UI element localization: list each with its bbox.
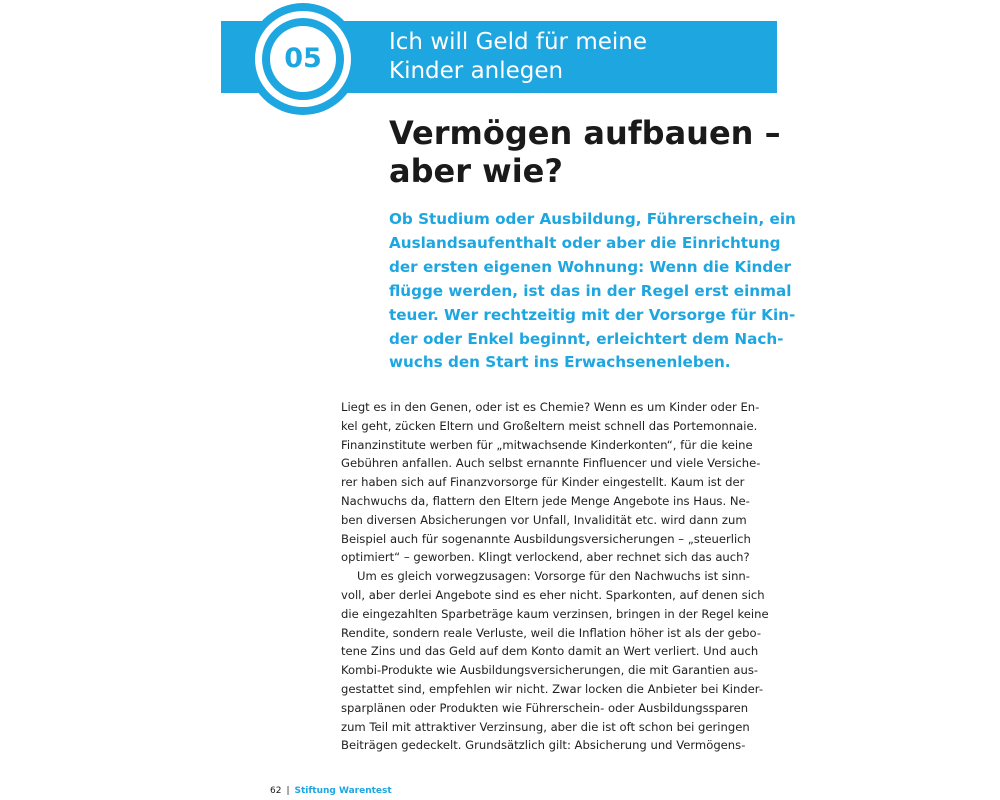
- publisher-name: Stiftung Warentest: [294, 786, 392, 796]
- lead-paragraph: [389, 208, 796, 375]
- page-heading-line: Vermögen aufbauen –: [389, 114, 781, 152]
- body-line: Nachwuchs da, flattern den Eltern jede Menge Angebote ins Haus. Ne-: [341, 493, 750, 508]
- chapter-title-line: Ich will Geld für meine: [389, 29, 647, 55]
- body-line: Um es gleich vorwegzusagen: Vorsorge für den Nachwuchs ist sinn-: [357, 569, 750, 584]
- lead-line: teuer. Wer rechtzeitig mit der Vorsorge für Kin-: [389, 305, 796, 324]
- page-heading-line: aber wie?: [389, 152, 563, 190]
- body-line: Gebühren anfallen. Auch selbst ernannte Finfluencer und viele Versiche-: [341, 456, 761, 471]
- lead-line: der ersten eigenen Wohnung: Wenn die Kinder: [389, 257, 791, 276]
- body-line: Liegt es in den Genen, oder ist es Chemie? Wenn es um Kinder oder En-: [341, 400, 760, 414]
- body-line: Beispiel auch für sogenannte Ausbildungsversicherungen – „steuerlich: [341, 531, 751, 546]
- body-line: ben diversen Absicherungen vor Unfall, Invalidität etc. wird dann zum: [341, 512, 747, 527]
- body-line: Kombi-Produkte wie Ausbildungsversicherungen, die mit Garantien aus-: [341, 663, 759, 678]
- body-line: sparplänen oder Produkten wie Führerschein- oder Ausbildungssparen: [341, 700, 749, 715]
- footer-separator: |: [286, 786, 290, 796]
- body-line: zum Teil mit attraktiver Verzinsung, aber die ist oft schon bei geringen: [341, 719, 750, 734]
- page-number: 62: [270, 786, 282, 796]
- chapter-title: [389, 28, 769, 86]
- page-heading: [389, 114, 789, 190]
- body-text: [341, 398, 781, 755]
- body-line: voll, aber derlei Angebote sind es eher nicht. Sparkonten, auf denen sich: [341, 587, 765, 602]
- body-line: rer haben sich auf Finanzvorsorge für Kinder eingestellt. Kaum ist der: [341, 475, 745, 490]
- chapter-number: 05: [284, 43, 322, 74]
- chapter-title-line: Kinder anlegen: [389, 58, 564, 84]
- lead-line: der oder Enkel beginnt, erleichtert dem Nach-: [389, 329, 784, 348]
- lead-line: flügge werden, ist das in der Regel erst einmal: [389, 281, 792, 300]
- body-line: tene Zins und das Geld auf dem Konto damit an Wert verliert. Und auch: [341, 644, 759, 659]
- body-line: kel geht, zücken Eltern und Großeltern meist schnell das Portemonnaie.: [341, 418, 758, 433]
- body-line: Beiträgen gedeckelt. Grundsätzlich gilt: Absicherung und Vermögens-: [341, 738, 746, 753]
- body-line: Finanzinstitute werben für „mitwachsende Kinderkonten“, für die keine: [341, 437, 753, 452]
- body-line: Rendite, sondern reale Verluste, weil die Inflation höher ist als der gebo-: [341, 625, 762, 640]
- body-line: gestattet sind, empfehlen wir nicht. Zwar locken die Anbieter bei Kinder-: [341, 681, 764, 696]
- lead-line: Ob Studium oder Ausbildung, Führerschein, ein: [389, 210, 796, 228]
- lead-line: wuchs den Start ins Erwachsenenleben.: [389, 353, 731, 372]
- body-line: die eingezahlten Sparbeträge kaum verzinsen, bringen in der Regel keine: [341, 606, 769, 621]
- lead-line: Auslandsaufenthalt oder aber die Einrichtung: [389, 233, 781, 252]
- page-footer: [270, 785, 392, 797]
- body-line: optimiert“ – geworben. Klingt verlockend, aber rechnet sich das auch?: [341, 550, 750, 565]
